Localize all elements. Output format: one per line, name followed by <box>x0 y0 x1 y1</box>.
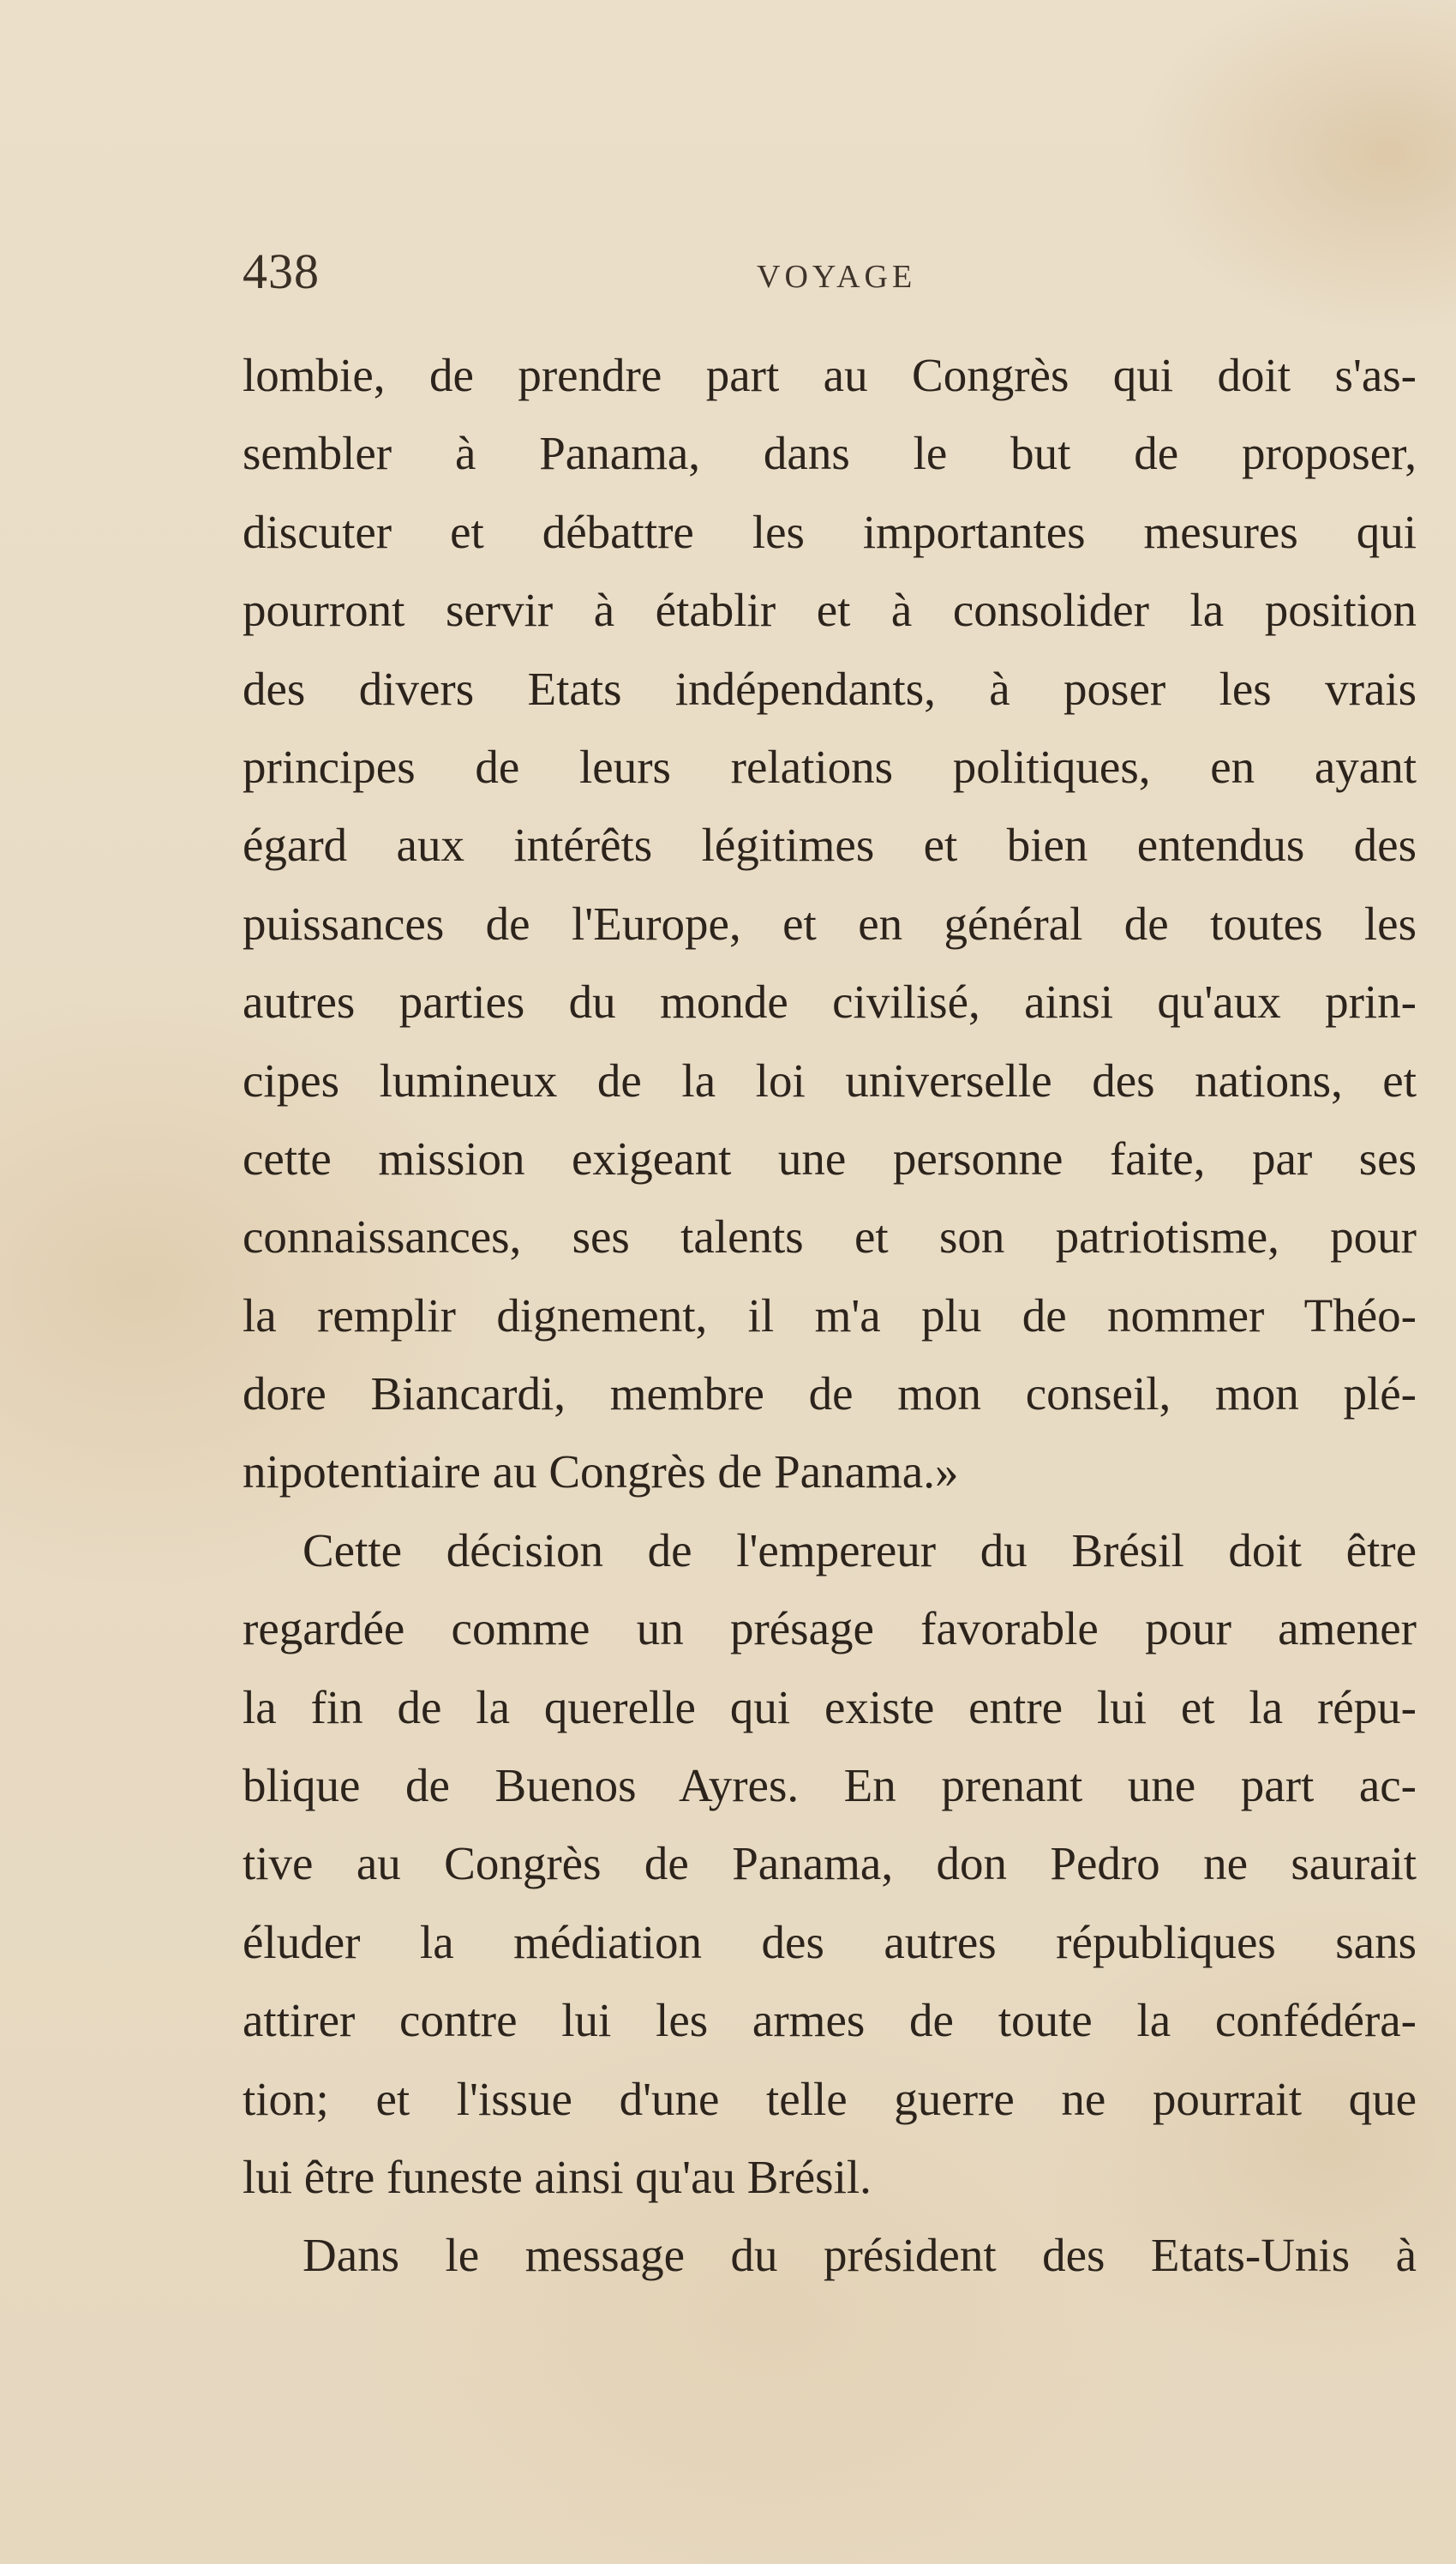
page-header <box>243 243 1211 320</box>
text-line: blique de Buenos Ayres. En prenant une part ac- <box>243 1759 1417 1812</box>
text-line: regardée comme un présage favorable pour amener <box>243 1602 1417 1655</box>
text-line: éluder la médiation des autres républiques sans <box>243 1915 1417 1968</box>
text-line: lui être funeste ainsi qu'au Brésil. <box>243 2150 872 2203</box>
text-line: puissances de l'Europe, et en général de toutes les <box>243 897 1417 950</box>
running-title: VOYAGE <box>757 259 917 295</box>
text-line: Cette décision de l'empereur du Brésil doit être <box>303 1523 1417 1576</box>
text-line: nipotentiaire au Congrès de Panama.» <box>243 1445 959 1498</box>
body-text <box>243 336 1417 2295</box>
text-line: tion; et l'issue d'une telle guerre ne pourrait que <box>243 2072 1417 2125</box>
text-line: des divers Etats indépendants, à poser les vrais <box>243 662 1417 715</box>
text-line: Dans le message du président des Etats-Unis à <box>303 2229 1417 2282</box>
text-line: la remplir dignement, il m'a plu de nommer Théo- <box>243 1288 1417 1342</box>
text-line: égard aux intérêts légitimes et bien entendus des <box>243 819 1417 872</box>
text-line: lombie, de prendre part au Congrès qui doit s'as- <box>243 349 1417 401</box>
text-line: tive au Congrès de Panama, don Pedro ne saurait <box>243 1837 1417 1890</box>
text-line: dore Biancardi, membre de mon conseil, mon plé- <box>243 1367 1417 1420</box>
text-line: cipes lumineux de la loi universelle des nations, et <box>243 1054 1417 1107</box>
text-line: discuter et débattre les importantes mesures qui <box>243 505 1417 558</box>
text-line: cette mission exigeant une personne faite, par ses <box>243 1132 1417 1185</box>
page-number: 438 <box>243 243 320 299</box>
text-line: sembler à Panama, dans le but de proposer, <box>243 427 1417 480</box>
text-line: autres parties du monde civilisé, ainsi qu'aux prin- <box>243 976 1417 1029</box>
text-line: principes de leurs relations politiques, en ayant <box>243 740 1417 793</box>
text-line: connaissances, ses talents et son patriotisme, pour <box>243 1210 1417 1264</box>
text-line: pourront servir à établir et à consolider la position <box>243 584 1417 637</box>
text-line: attirer contre lui les armes de toute la confédéra- <box>243 1994 1417 2047</box>
text-line: la fin de la querelle qui existe entre lui et la répu- <box>243 1680 1417 1733</box>
